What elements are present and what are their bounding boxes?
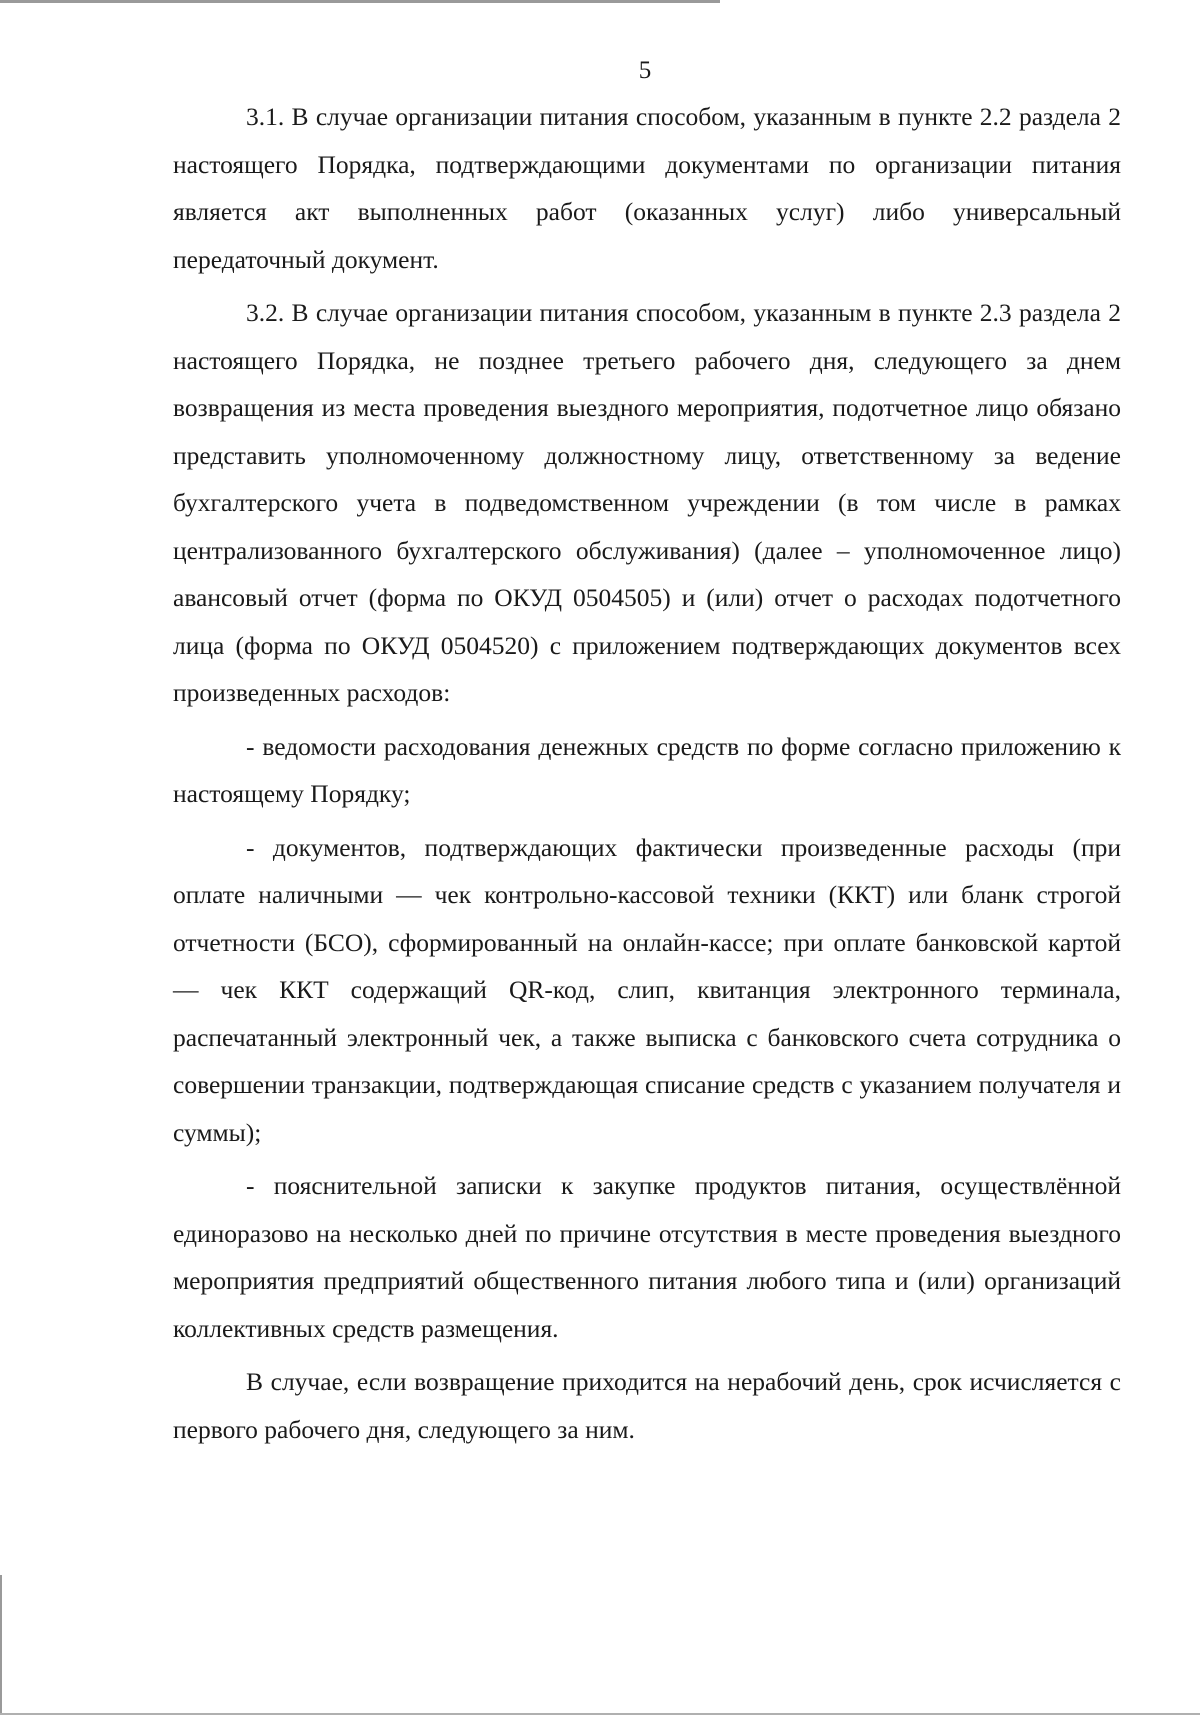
paragraph-non-working-day: В случае, если возвращение приходится на нерабочий день, срок исчисляется с первого рабочего дня, следующего за ним. xyxy=(173,1367,1121,1444)
list-item-documents: - документов, подтверждающих фактически произведенные расходы (при оплате наличными — чек контрольно-кассовой техники (ККТ) или бланк строгой отчетности (БСО), сформированный на онлайн-кассе; при оплате банковской картой — чек ККТ содержащий QR-код, слип, квитанция электронного терминала, распечатанный электронный чек, а также выписка с банковского счета сотрудника о совершении транзакции, подтверждающая списание средств с указанием получателя и суммы); xyxy=(173,832,1121,1147)
paragraph-3-2: 3.2. В случае организации питания способом, указанным в пункте 2.3 раздела 2 настоящего Порядка, не позднее третьего рабочего дня, следующего за днем возвращения из места проведения выездного мероприятия, подотчетное лицо обязано представить уполномоченному должностному лицу, ответственному за ведение бухгалтерского учета в подведомственном учреждении (в том числе в рамках централизованного бухгалтерского обслуживания) (далее – уполномоченное лицо) авансовый отчет (форма по ОКУД 0504505) и (или) отчет о расходах подотчетного лица (форма по ОКУД 0504520) с приложением подтверждающих документов всех произведенных расходов: xyxy=(173,298,1121,707)
scan-artifact-top-line xyxy=(0,0,720,3)
scan-artifact-left-edge xyxy=(0,1575,2,1715)
document-body xyxy=(173,93,1121,1453)
page-number: 5 xyxy=(638,57,652,84)
paragraph-3-1: 3.1. В случае организации питания способом, указанным в пункте 2.2 раздела 2 настоящего Порядка, подтверждающими документами по организации питания является акт выполненных работ (оказанных услуг) либо универсальный передаточный документ. xyxy=(173,102,1121,274)
list-item-explanatory-note: - пояснительной записки к закупке продуктов питания, осуществлённой единоразово на несколько дней по причине отсутствия в месте проведения выездного мероприятия предприятий общественного питания любого типа и (или) организаций коллективных средств размещения. xyxy=(173,1171,1121,1343)
list-item-statement: - ведомости расходования денежных средств по форме согласно приложению к настоящему Порядку; xyxy=(173,731,1121,808)
